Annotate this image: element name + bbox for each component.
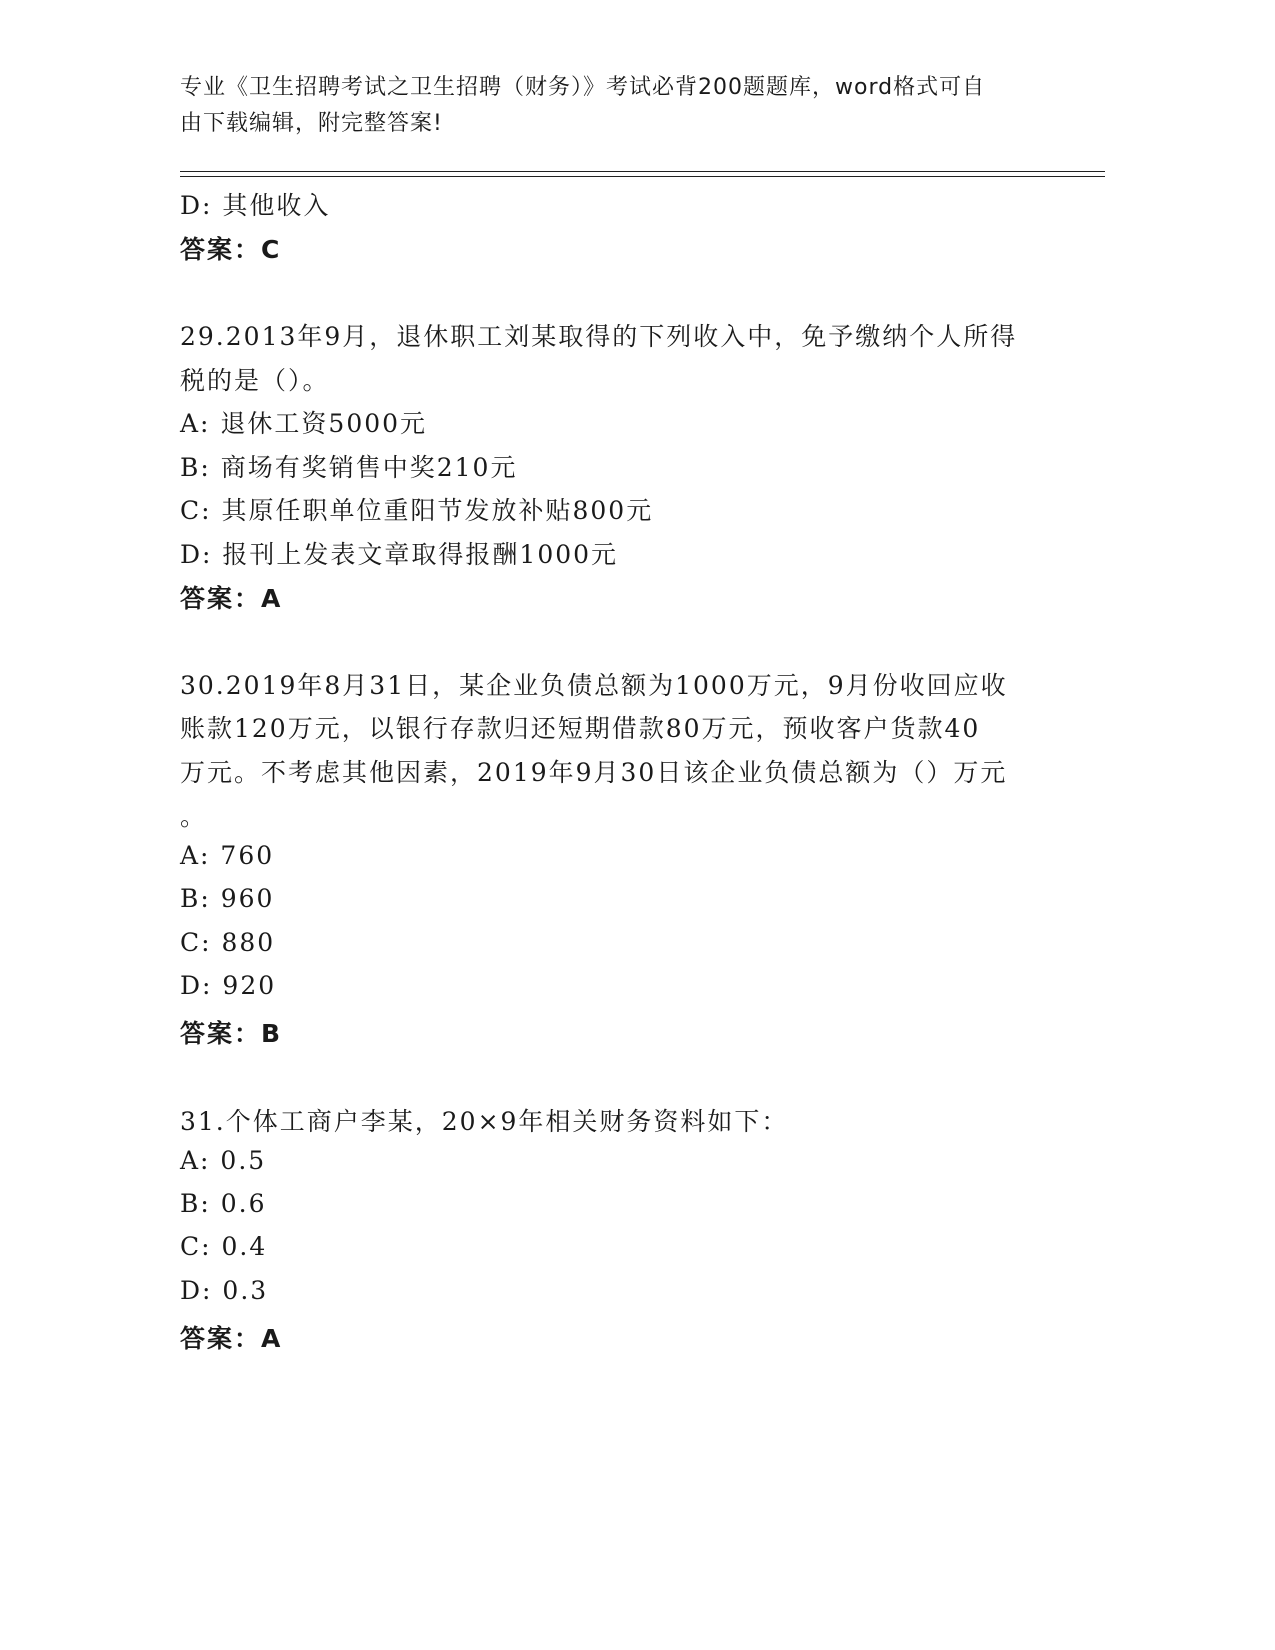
q31-stem-line-1: 31.个体工商户李某，20×9年相关财务资料如下： [180,1107,789,1136]
q30-option-b: B: 960 [180,884,275,913]
q29-option-b: B: 商场有奖销售中奖210元 [180,453,518,482]
header-divider-top [180,171,1105,172]
q29-option-a: A: 退休工资5000元 [180,409,428,438]
q31-option-d: D: 0.3 [180,1276,269,1305]
q31-option-b: B: 0.6 [180,1189,267,1218]
header-divider-bottom [180,176,1105,177]
q30-stem-line-1: 30.2019年8月31日，某企业负债总额为1000万元，9月份收回应收 [180,671,1008,700]
q30-stem-line-4: 。 [180,802,208,831]
header-line-1: 专业《卫生招聘考试之卫生招聘（财务）》考试必背200题题库，word格式可自 [180,75,986,100]
q30-stem-line-3: 万元。不考虑其他因素，2019年9月30日该企业负债总额为（）万元 [180,758,1008,787]
q29-answer: 答案：A [180,584,283,613]
q31-answer: 答案：A [180,1324,283,1353]
q28-answer: 答案：C [180,235,282,264]
q31-option-c: C: 0.4 [180,1232,268,1261]
q30-option-a: A: 760 [180,841,275,870]
q29-stem-line-1: 29.2013年9月，退休职工刘某取得的下列收入中，免予缴纳个人所得 [180,322,1018,351]
q29-option-d: D: 报刊上发表文章取得报酬1000元 [180,540,619,569]
q30-option-d: D: 920 [180,971,277,1000]
q31-option-a: A: 0.5 [180,1146,267,1175]
q28-option-d: D: 其他收入 [180,191,331,220]
q30-stem-line-2: 账款120万元，以银行存款归还短期借款80万元，预收客户货款40 [180,714,981,743]
q29-option-c: C: 其原任职单位重阳节发放补贴800元 [180,496,654,525]
q30-answer: 答案：B [180,1019,283,1048]
document-header [180,70,1060,142]
header-line-2: 由下载编辑，附完整答案! [180,111,443,136]
q29-stem-line-2: 税的是（）。 [180,366,330,395]
q30-option-c: C: 880 [180,928,276,957]
